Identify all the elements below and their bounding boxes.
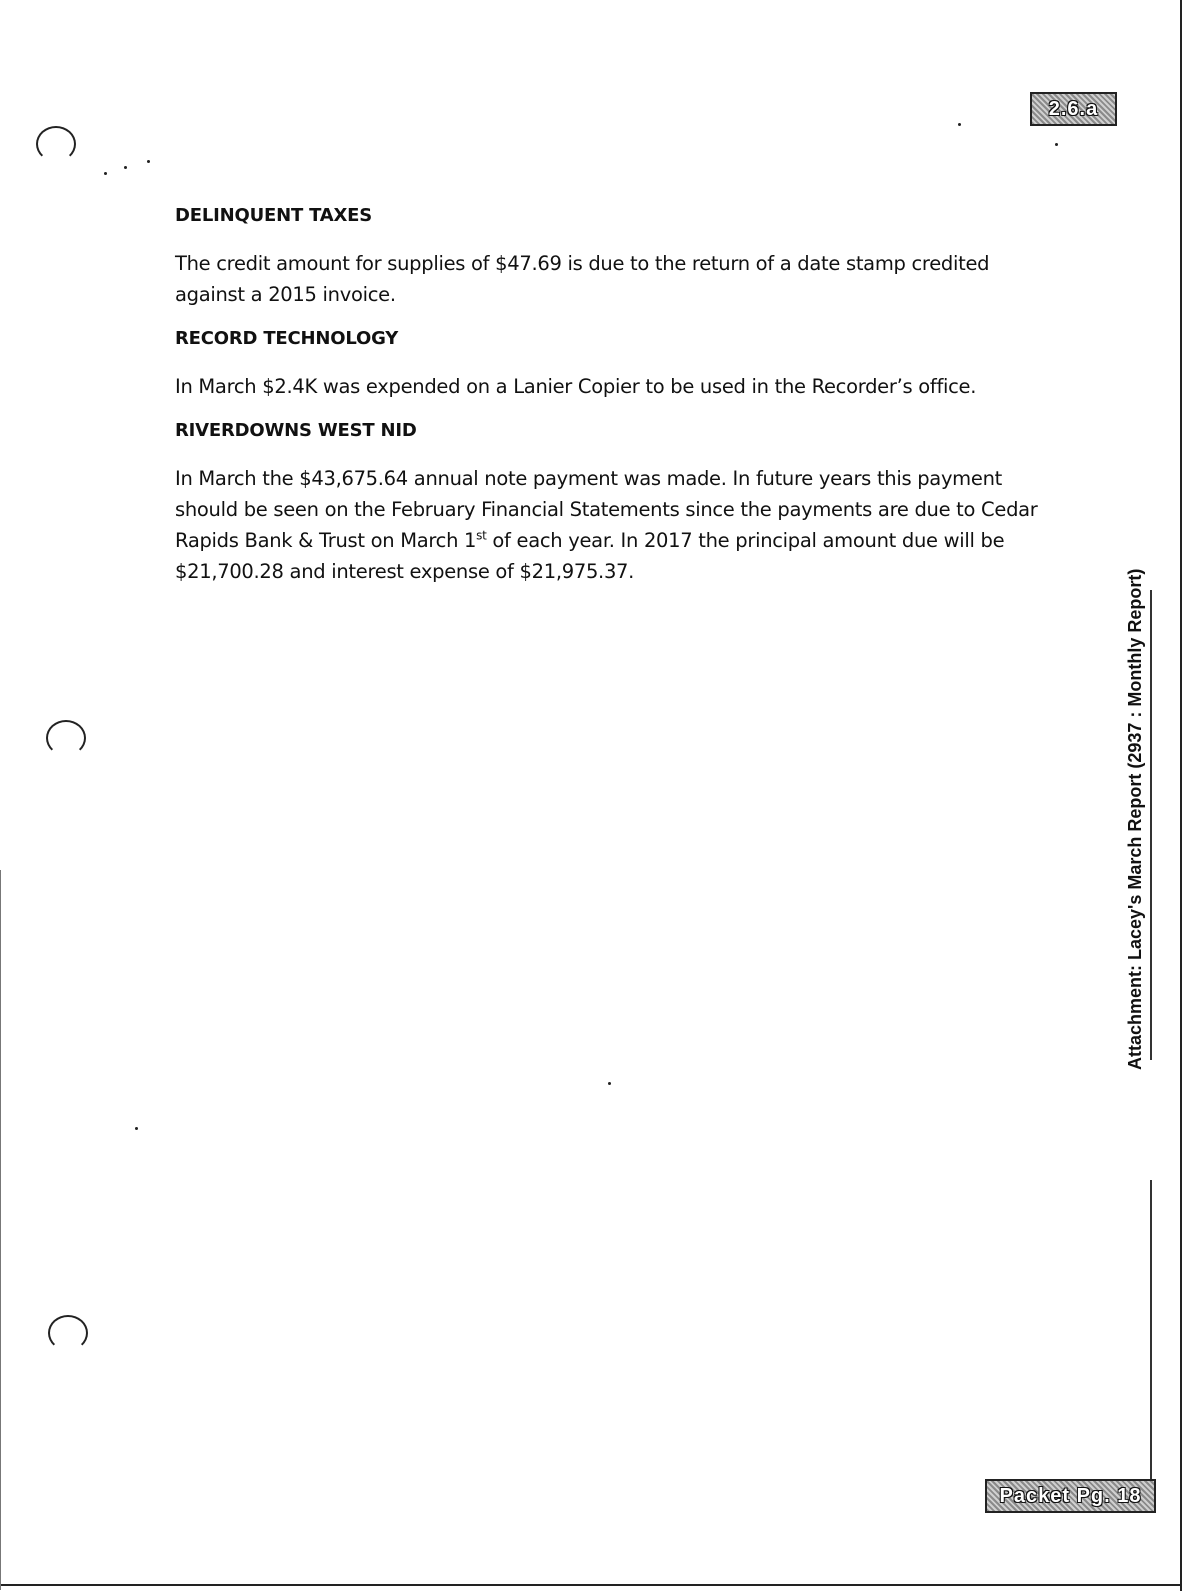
- section-paragraph: The credit amount for supplies of $47.69 is due to the return of a date stamp credited against a 2015 invoice.: [175, 252, 990, 306]
- section-heading: DELINQUENT TAXES: [175, 205, 373, 226]
- attachment-label: Attachment: Lacey's March Report (2937 : Monthly Report): [1125, 568, 1145, 1070]
- section-stamp-label: 2.6.a: [1048, 97, 1099, 120]
- scan-speck: [124, 166, 127, 169]
- packet-page-stamp: [985, 1479, 1156, 1513]
- section-paragraph: [175, 463, 1055, 587]
- paragraph-text: of each year. In 2017 the principal amount due will be $21,700.28 and interest expense of $21,975.37.: [175, 529, 1005, 583]
- margin-rule: [1150, 590, 1152, 1060]
- paragraph-text: In March the $43,675.64 annual note payment was made. In future years this payment should be seen on the February Financial Statements since the payments are due to Cedar Rapids Bank & Trust on March 1: [175, 467, 1038, 552]
- scan-speck: [147, 160, 150, 163]
- scan-speck: [608, 1082, 611, 1085]
- section-heading: RECORD TECHNOLOGY: [175, 328, 399, 349]
- ordinal-suffix: st: [476, 528, 487, 543]
- packet-page-label: Packet Pg. 18: [999, 1484, 1142, 1507]
- page-border-right: [1180, 0, 1182, 1591]
- scan-speck: [104, 172, 107, 175]
- margin-rule: [1150, 1180, 1152, 1480]
- page-border-bottom: [0, 1584, 1182, 1586]
- scan-speck: [958, 123, 961, 126]
- punch-hole: [48, 1315, 88, 1351]
- page-border-left: [0, 870, 1, 1590]
- scan-speck: [1055, 143, 1058, 146]
- punch-hole: [36, 126, 76, 162]
- punch-hole: [46, 720, 86, 756]
- section-heading: RIVERDOWNS WEST NID: [175, 420, 417, 441]
- section-stamp: [1030, 92, 1117, 126]
- document-body: [175, 205, 1055, 605]
- scan-speck: [135, 1127, 138, 1130]
- section-paragraph: In March $2.4K was expended on a Lanier Copier to be used in the Recorder’s office.: [175, 375, 977, 398]
